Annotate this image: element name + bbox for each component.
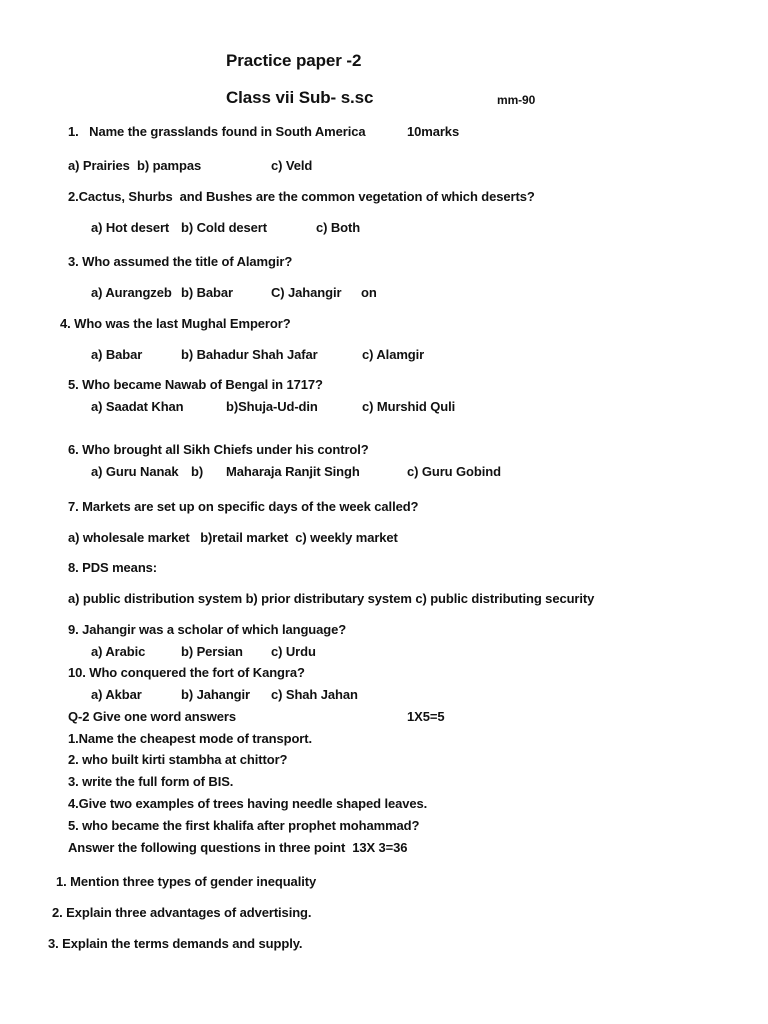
q9-option-b: b) Persian [181,644,243,659]
q2-option-b: b) Cold desert [181,220,267,235]
q10-option-b: b) Jahangir [181,687,250,702]
section-2-marks: 1X5=5 [407,709,445,724]
question-10: 10. Who conquered the fort of Kangra? [68,665,305,680]
question-8: 8. PDS means: [68,560,158,575]
q6-option-c: c) Guru Gobind [407,464,501,479]
question-3: 3. Who assumed the title of Alamgir? [68,254,293,269]
q1-option-c: c) Veld [271,158,313,173]
q3-option-c: C) Jahangir [271,285,342,300]
q1-option-a: a) Prairies [68,158,130,173]
q4-option-b: b) Bahadur Shah Jafar [181,347,318,362]
paper-title: Practice paper -2 [226,51,362,70]
section-3-item: 1. Mention three types of gender inequality [56,874,317,889]
section-2-item: 2. who built kirti stambha at chittor? [68,752,288,767]
q2-option-a: a) Hot desert [91,220,170,235]
class-subject-line: Class vii Sub- s.sc [226,88,374,107]
section-3-item: 2. Explain three advantages of advertising. [52,905,312,920]
q3-trailing-text: on [361,285,377,300]
q3-option-a: a) Aurangzeb [91,285,172,300]
question-5: 5. Who became Nawab of Bengal in 1717? [68,377,323,392]
q3-option-b: b) Babar [181,285,233,300]
question-1-marks: 10marks [407,124,460,139]
section-3-heading: Answer the following questions in three point 13X 3=36 [68,840,408,855]
q5-option-a: a) Saadat Khan [91,399,184,414]
q10-option-c: c) Shah Jahan [271,687,358,702]
q9-option-c: c) Urdu [271,644,316,659]
section-2-item: 3. write the full form of BIS. [68,774,234,789]
section-2-item: 5. who became the first khalifa after prophet mohammad? [68,818,420,833]
section-2-item: 1.Name the cheapest mode of transport. [68,731,312,746]
q9-option-a: a) Arabic [91,644,146,659]
question-7: 7. Markets are set up on specific days of the week called? [68,499,419,514]
q5-option-c: c) Murshid Quli [362,399,456,414]
section-3-item: 3. Explain the terms demands and supply. [48,936,303,951]
q6-option-b: Maharaja Ranjit Singh [226,464,360,479]
q4-option-a: a) Babar [91,347,143,362]
section-2-item: 4.Give two examples of trees having needle shaped leaves. [68,796,428,811]
question-6: 6. Who brought all Sikh Chiefs under his control? [68,442,369,457]
q1-option-b: b) pampas [137,158,202,173]
q6-option-b-marker: b) [191,464,204,479]
q6-option-a: a) Guru Nanak [91,464,179,479]
question-1: 1. Name the grasslands found in South America [68,124,366,139]
question-4: 4. Who was the last Mughal Emperor? [60,316,291,331]
q4-option-c: c) Alamgir [362,347,425,362]
q7-options: a) wholesale market b)retail market c) weekly market [68,530,398,545]
section-2-heading: Q-2 Give one word answers [68,709,236,724]
q8-options: a) public distribution system b) prior distributary system c) public distributing security [68,591,595,606]
q2-option-c: c) Both [316,220,361,235]
max-marks: mm-90 [497,93,536,107]
question-9: 9. Jahangir was a scholar of which language? [68,622,347,637]
question-2: 2.Cactus, Shurbs and Bushes are the common vegetation of which deserts? [68,189,535,204]
q10-option-a: a) Akbar [91,687,142,702]
q5-option-b: b)Shuja-Ud-din [226,399,318,414]
